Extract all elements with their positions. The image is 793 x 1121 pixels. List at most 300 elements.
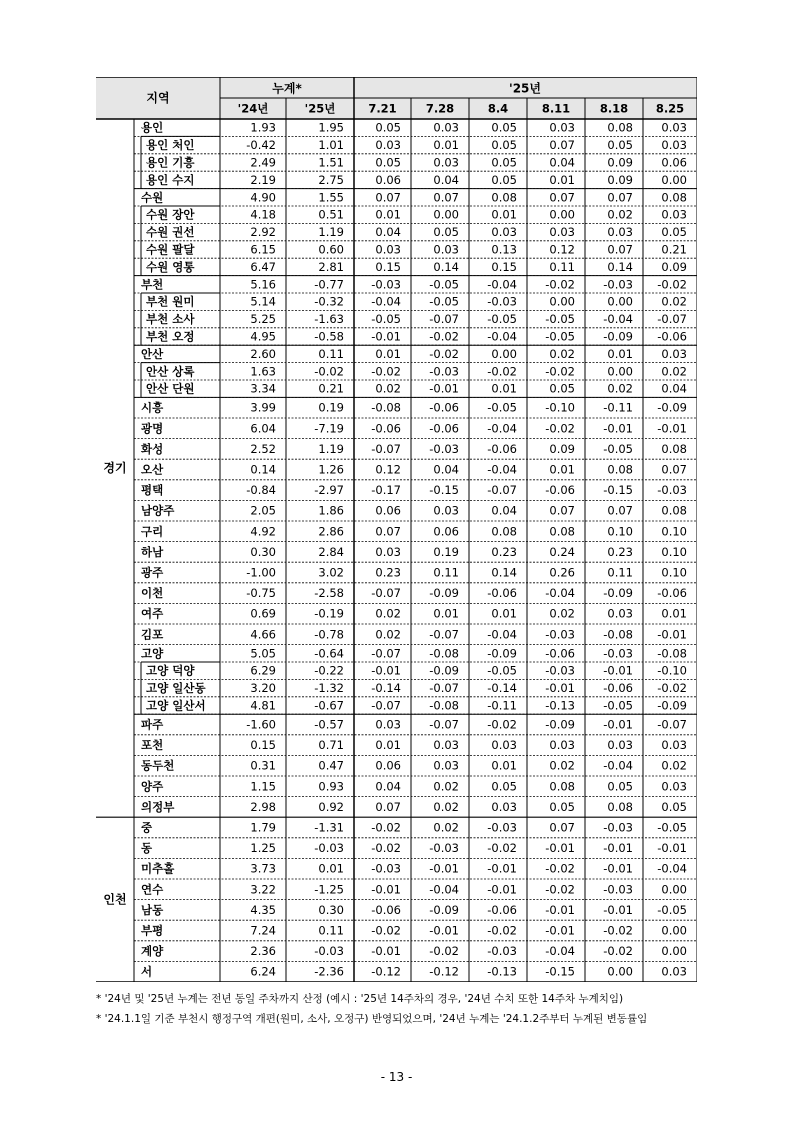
header-2025: '25년 (509, 81, 541, 96)
header-date: 8.4 (487, 101, 509, 116)
row-name: 양주 (141, 779, 164, 794)
cell-value: 5.05 (250, 646, 276, 661)
row-name: 안산 (141, 346, 164, 361)
cell-value: -0.05 (603, 698, 633, 713)
cell-value: -0.06 (487, 441, 517, 456)
cell-value: -0.01 (603, 861, 633, 876)
cell-value: 0.12 (549, 242, 575, 257)
cell-value: 0.02 (375, 627, 401, 642)
cell-value: -0.02 (657, 277, 687, 292)
cell-value: -0.08 (657, 646, 687, 661)
cell-value: 0.01 (549, 172, 575, 187)
cell-value: 0.03 (549, 225, 575, 240)
cell-value: -2.58 (314, 586, 344, 601)
weekly-price-change-table (96, 77, 697, 982)
cell-value: 0.71 (318, 738, 344, 753)
row-name: 서 (141, 964, 153, 979)
cell-value: 2.98 (250, 799, 276, 814)
cell-value: 0.21 (318, 381, 344, 396)
cell-value: 0.03 (375, 138, 401, 153)
cell-value: -0.07 (429, 627, 459, 642)
cell-value: 0.07 (549, 503, 575, 518)
cell-value: 0.03 (661, 207, 687, 222)
cell-value: -0.02 (657, 681, 687, 696)
cell-value: 1.51 (318, 155, 344, 170)
cell-value: -0.22 (314, 663, 344, 678)
cell-value: 0.07 (661, 462, 687, 477)
cell-value: -0.12 (429, 964, 459, 979)
cell-value: 0.00 (661, 172, 687, 187)
cell-value: 2.60 (250, 346, 276, 361)
cell-value: 0.31 (250, 758, 276, 773)
cell-value: 7.24 (250, 923, 276, 938)
cell-value: 0.08 (661, 190, 687, 205)
cell-value: -0.01 (487, 882, 517, 897)
cell-value: -0.02 (545, 861, 575, 876)
cell-value: 0.05 (549, 381, 575, 396)
cell-value: -0.06 (371, 421, 401, 436)
cell-value: 0.03 (549, 738, 575, 753)
cell-value: 0.23 (607, 544, 633, 559)
cell-value: -0.02 (545, 277, 575, 292)
cell-value: 0.03 (433, 120, 459, 135)
cell-value: 0.10 (661, 565, 687, 580)
cell-value: 0.14 (491, 565, 517, 580)
cell-value: -0.03 (429, 441, 459, 456)
row-name: 김포 (141, 627, 164, 642)
cell-value: -0.07 (371, 586, 401, 601)
cell-value: -0.17 (371, 483, 401, 498)
cell-value: 0.00 (661, 944, 687, 959)
cell-value: 0.02 (607, 207, 633, 222)
cell-value: -0.03 (545, 663, 575, 678)
cell-value: 0.03 (607, 738, 633, 753)
cell-value: 3.22 (250, 882, 276, 897)
cell-value: -0.01 (545, 902, 575, 917)
cell-value: -0.01 (371, 882, 401, 897)
cell-value: -0.01 (487, 861, 517, 876)
cell-value: 3.20 (250, 681, 276, 696)
cell-value: -0.04 (371, 294, 401, 309)
cell-value: -0.84 (246, 483, 276, 498)
cell-value: 1.15 (250, 779, 276, 794)
cell-value: -1.63 (314, 312, 344, 327)
table-svg (96, 77, 697, 982)
cell-value: -0.06 (429, 421, 459, 436)
cell-value: -0.09 (603, 586, 633, 601)
cell-value: -0.01 (429, 923, 459, 938)
cell-value: 0.11 (607, 565, 633, 580)
cell-value: -0.09 (657, 698, 687, 713)
cell-value: -0.11 (487, 698, 517, 713)
cell-value: 0.02 (549, 758, 575, 773)
cell-value: 1.26 (318, 462, 344, 477)
cell-value: -0.03 (603, 882, 633, 897)
cell-value: -0.15 (603, 483, 633, 498)
cell-value: 4.92 (250, 524, 276, 539)
cell-value: -2.36 (314, 964, 344, 979)
cell-value: 0.07 (375, 799, 401, 814)
cell-value: -0.05 (429, 277, 459, 292)
cell-value: 0.08 (607, 799, 633, 814)
cell-value: 0.03 (433, 738, 459, 753)
cell-value: 0.02 (433, 820, 459, 835)
cell-value: 3.99 (250, 400, 276, 415)
cell-value: 0.05 (491, 120, 517, 135)
cell-value: -0.12 (371, 964, 401, 979)
cell-value: 2.19 (250, 172, 276, 187)
cell-value: -0.09 (545, 717, 575, 732)
cell-value: 0.03 (491, 738, 517, 753)
cell-value: -0.03 (487, 820, 517, 835)
cell-value: -0.01 (371, 329, 401, 344)
row-name: 계양 (141, 944, 164, 959)
cell-value: -0.77 (314, 277, 344, 292)
cell-value: 0.06 (661, 155, 687, 170)
row-name: 고양 덕양 (146, 663, 195, 678)
cell-value: 4.66 (250, 627, 276, 642)
cell-value: -0.07 (371, 698, 401, 713)
cell-value: 0.00 (661, 882, 687, 897)
header-date: 8.18 (599, 101, 629, 116)
cell-value: -0.07 (429, 681, 459, 696)
cell-value: 0.01 (549, 462, 575, 477)
cell-value: -0.02 (487, 841, 517, 856)
cell-value: -0.09 (603, 329, 633, 344)
cell-value: -0.03 (429, 841, 459, 856)
cell-value: -0.01 (603, 717, 633, 732)
cell-value: -0.03 (371, 277, 401, 292)
row-name: 용인 수지 (146, 172, 195, 187)
cell-value: -1.31 (314, 820, 344, 835)
cell-value: 2.05 (250, 503, 276, 518)
cell-value: -0.03 (603, 820, 633, 835)
row-name: 동두천 (141, 758, 175, 773)
cell-value: -0.05 (545, 312, 575, 327)
cell-value: 6.29 (250, 663, 276, 678)
row-name: 파주 (141, 717, 164, 732)
cell-value: -0.01 (429, 381, 459, 396)
cell-value: 0.01 (607, 346, 633, 361)
header-date: 7.21 (368, 101, 397, 116)
cell-value: 4.18 (250, 207, 276, 222)
cell-value: 6.24 (250, 964, 276, 979)
cell-value: -0.01 (371, 663, 401, 678)
cell-value: 0.07 (433, 190, 459, 205)
cell-value: 1.25 (250, 841, 276, 856)
cell-value: -0.05 (603, 441, 633, 456)
row-name: 용인 기흥 (146, 155, 195, 170)
cell-value: -0.02 (429, 346, 459, 361)
cell-value: 0.01 (375, 346, 401, 361)
cell-value: 6.04 (250, 421, 276, 436)
cell-value: 2.92 (250, 225, 276, 240)
cell-value: -0.32 (314, 294, 344, 309)
cell-value: 0.08 (549, 779, 575, 794)
cell-value: 0.07 (607, 190, 633, 205)
cell-value: 0.03 (661, 779, 687, 794)
cell-value: 0.14 (607, 259, 633, 274)
cell-value: -0.13 (487, 964, 517, 979)
row-name: 평택 (141, 483, 164, 498)
header-date: 7.28 (425, 101, 455, 116)
row-name: 중 (141, 820, 153, 835)
cell-value: -0.42 (246, 138, 276, 153)
cell-value: -0.04 (487, 329, 517, 344)
cell-value: 0.06 (375, 503, 401, 518)
cell-value: 0.03 (433, 155, 459, 170)
cell-value: -0.10 (657, 663, 687, 678)
cell-value: 0.01 (491, 207, 517, 222)
cell-value: 0.11 (549, 259, 575, 274)
cell-value: 0.07 (549, 820, 575, 835)
cell-value: -0.03 (314, 944, 344, 959)
cell-value: -0.04 (487, 277, 517, 292)
cell-value: 0.02 (433, 779, 459, 794)
cell-value: 0.19 (433, 544, 459, 559)
cell-value: 1.93 (250, 120, 276, 135)
cell-value: 0.02 (661, 758, 687, 773)
cell-value: 0.00 (607, 294, 633, 309)
cell-value: 0.08 (607, 462, 633, 477)
cell-value: -0.09 (657, 400, 687, 415)
cell-value: 0.19 (318, 400, 344, 415)
cell-value: 3.02 (318, 565, 344, 580)
cell-value: -0.02 (429, 329, 459, 344)
cell-value: -0.02 (603, 923, 633, 938)
row-name: 하남 (141, 544, 164, 559)
cell-value: -0.03 (545, 627, 575, 642)
row-name: 수원 영통 (146, 259, 195, 274)
row-name: 고양 (141, 646, 164, 661)
header-cumulative: 누계* (272, 81, 302, 96)
cell-value: 0.08 (491, 524, 517, 539)
cell-value: 0.05 (661, 799, 687, 814)
cell-value: 0.15 (491, 259, 517, 274)
footnote-cumulative: * '24년 및 '25년 누계는 전년 동일 주차까지 산정 (예시 : '25년 14주차의 경우, '24년 수치 또한 14주차 누계치임) (96, 993, 624, 1005)
cell-value: 0.01 (375, 738, 401, 753)
row-name: 부천 소사 (146, 312, 195, 327)
cell-value: -0.01 (545, 681, 575, 696)
cell-value: 5.16 (250, 277, 276, 292)
cell-value: 0.00 (491, 346, 517, 361)
cell-value: -0.02 (545, 364, 575, 379)
cell-value: 2.84 (318, 544, 344, 559)
cell-value: -0.02 (487, 364, 517, 379)
cell-value: -0.11 (603, 400, 633, 415)
cell-value: 0.07 (607, 242, 633, 257)
cell-value: 0.08 (661, 441, 687, 456)
cell-value: -0.02 (545, 882, 575, 897)
cell-value: 1.95 (318, 120, 344, 135)
cell-value: -0.09 (487, 646, 517, 661)
cell-value: -0.01 (603, 663, 633, 678)
cell-value: 0.04 (375, 225, 401, 240)
cell-value: 0.92 (318, 799, 344, 814)
row-name: 고양 일산동 (146, 681, 206, 696)
row-name: 여주 (141, 606, 164, 621)
row-name: 안산 상록 (146, 364, 195, 379)
cell-value: -1.25 (314, 882, 344, 897)
cell-value: -0.07 (371, 646, 401, 661)
cell-value: 0.07 (607, 503, 633, 518)
cell-value: 6.47 (250, 259, 276, 274)
cell-value: 0.02 (375, 606, 401, 621)
cell-value: -2.97 (314, 483, 344, 498)
cell-value: -0.02 (603, 944, 633, 959)
cell-value: -0.02 (429, 944, 459, 959)
row-name: 부천 (141, 277, 164, 292)
cell-value: -0.04 (429, 882, 459, 897)
cell-value: 0.11 (318, 923, 344, 938)
cell-value: -0.02 (371, 923, 401, 938)
row-name: 용인 (141, 120, 164, 135)
cell-value: 0.30 (250, 544, 276, 559)
cell-value: 0.47 (318, 758, 344, 773)
row-name: 광주 (141, 565, 164, 580)
cell-value: -0.01 (371, 944, 401, 959)
cell-value: -0.67 (314, 698, 344, 713)
cell-value: 0.08 (491, 190, 517, 205)
cell-value: 0.04 (433, 462, 459, 477)
cell-value: 0.01 (375, 207, 401, 222)
cell-value: 0.02 (375, 381, 401, 396)
cell-value: 1.19 (318, 225, 344, 240)
cell-value: 0.02 (549, 346, 575, 361)
row-name: 화성 (141, 441, 164, 456)
cell-value: 0.10 (607, 524, 633, 539)
cell-value: -0.05 (371, 312, 401, 327)
cell-value: 0.03 (607, 606, 633, 621)
cell-value: 0.06 (433, 524, 459, 539)
cell-value: -0.03 (487, 294, 517, 309)
cell-value: -1.00 (246, 565, 276, 580)
cell-value: -0.07 (657, 717, 687, 732)
cell-value: -0.08 (603, 627, 633, 642)
cell-value: -0.09 (429, 902, 459, 917)
cell-value: 0.01 (491, 758, 517, 773)
cell-value: 0.03 (433, 758, 459, 773)
cell-value: 0.08 (661, 503, 687, 518)
cell-value: -0.07 (429, 717, 459, 732)
cell-value: 0.02 (549, 606, 575, 621)
cell-value: -1.32 (314, 681, 344, 696)
cell-value: -0.01 (603, 841, 633, 856)
cell-value: 5.14 (250, 294, 276, 309)
cell-value: 0.30 (318, 902, 344, 917)
cell-value: 1.55 (318, 190, 344, 205)
cell-value: -0.58 (314, 329, 344, 344)
cell-value: -0.03 (314, 841, 344, 856)
cell-value: -0.06 (603, 681, 633, 696)
cell-value: 0.12 (375, 462, 401, 477)
cell-value: 0.05 (661, 225, 687, 240)
row-name: 포천 (141, 738, 164, 753)
cell-value: -0.01 (657, 841, 687, 856)
cell-value: 0.05 (491, 779, 517, 794)
cell-value: 0.03 (549, 120, 575, 135)
row-name: 남양주 (141, 503, 175, 518)
cell-value: 0.00 (607, 964, 633, 979)
cell-value: 0.13 (491, 242, 517, 257)
cell-value: 2.81 (318, 259, 344, 274)
row-name: 용인 처인 (146, 138, 195, 153)
cell-value: -0.03 (429, 364, 459, 379)
cell-value: 0.14 (250, 462, 276, 477)
cell-value: -0.04 (487, 462, 517, 477)
cell-value: -0.06 (657, 329, 687, 344)
cell-value: 0.15 (375, 259, 401, 274)
cell-value: -0.03 (603, 277, 633, 292)
cell-value: -0.01 (545, 841, 575, 856)
cell-value: 2.52 (250, 441, 276, 456)
cell-value: 0.10 (661, 544, 687, 559)
footnote-bucheon: * '24.1.1일 기준 부천시 행정구역 개편(원미, 소사, 오정구) 반영되었으며, '24년 누계는 '24.1.2주부터 누계된 변동률임 (96, 1013, 648, 1025)
cell-value: -0.01 (657, 421, 687, 436)
cell-value: -0.02 (371, 820, 401, 835)
cell-value: 0.05 (491, 138, 517, 153)
cell-value: 0.03 (375, 242, 401, 257)
cell-value: 0.11 (318, 346, 344, 361)
row-name: 의정부 (141, 799, 175, 814)
row-name: 동 (141, 841, 153, 856)
cell-value: 0.04 (661, 381, 687, 396)
cell-value: 0.23 (375, 565, 401, 580)
cell-value: 0.05 (549, 799, 575, 814)
cell-value: 0.02 (661, 294, 687, 309)
cell-value: 0.07 (375, 524, 401, 539)
cell-value: 2.75 (318, 172, 344, 187)
cell-value: 5.25 (250, 312, 276, 327)
row-name: 수원 팔달 (146, 242, 195, 257)
row-name: 수원 권선 (146, 225, 195, 240)
cell-value: -0.05 (487, 312, 517, 327)
cell-value: -0.05 (657, 902, 687, 917)
cell-value: -0.78 (314, 627, 344, 642)
cell-value: 0.03 (491, 225, 517, 240)
row-name: 미추홀 (141, 861, 175, 876)
cell-value: -0.07 (657, 312, 687, 327)
cell-value: -0.07 (429, 312, 459, 327)
cell-value: 1.19 (318, 441, 344, 456)
cell-value: -0.02 (314, 364, 344, 379)
cell-value: -0.03 (603, 646, 633, 661)
cell-value: 0.01 (491, 381, 517, 396)
row-name: 부천 원미 (146, 294, 195, 309)
cell-value: -0.02 (487, 923, 517, 938)
cell-value: 0.01 (318, 861, 344, 876)
cell-value: 0.03 (661, 964, 687, 979)
cell-value: -0.06 (487, 902, 517, 917)
row-name: 안산 단원 (146, 381, 195, 396)
cell-value: -0.08 (371, 400, 401, 415)
cell-value: 0.09 (661, 259, 687, 274)
cell-value: -0.15 (429, 483, 459, 498)
cell-value: -0.02 (371, 364, 401, 379)
cell-value: -0.06 (545, 646, 575, 661)
cell-value: 0.01 (661, 606, 687, 621)
cell-value: 1.86 (318, 503, 344, 518)
cell-value: -0.07 (371, 441, 401, 456)
cell-value: -0.75 (246, 586, 276, 601)
cell-value: -0.01 (429, 861, 459, 876)
cell-value: -0.08 (429, 646, 459, 661)
cell-value: 0.04 (375, 779, 401, 794)
cell-value: 0.03 (433, 242, 459, 257)
cell-value: -0.01 (657, 627, 687, 642)
cell-value: -0.02 (371, 841, 401, 856)
cell-value: 0.01 (433, 138, 459, 153)
